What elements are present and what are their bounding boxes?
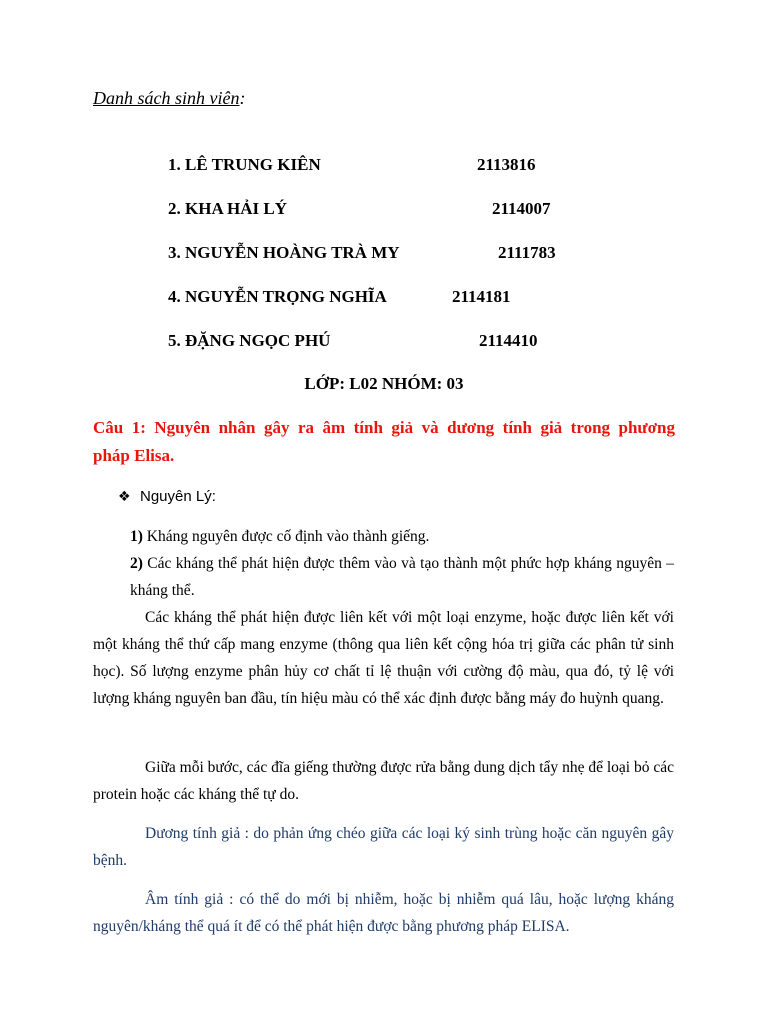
step-item <box>130 550 674 604</box>
student-id: 2111783 <box>498 243 556 262</box>
step-text: Các kháng thể phát hiện được thêm vào và tạo thành một phức hợp kháng nguyên – kháng thể. <box>130 555 674 599</box>
step-number: 2) <box>130 555 143 572</box>
student-list-heading: Danh sách sinh viên: <box>93 88 246 108</box>
student-id: 2113816 <box>477 155 536 174</box>
step-text: Kháng nguyên được cố định vào thành giếng. <box>142 528 430 545</box>
student-name: 3. NGUYỄN HOÀNG TRÀ MY <box>168 243 400 262</box>
student-id: 2114181 <box>452 287 511 306</box>
diamond-bullet-icon: ❖ <box>118 488 131 504</box>
step-item <box>130 523 674 550</box>
student-name: 1. LÊ TRUNG KIÊN <box>168 155 321 174</box>
student-name: 5. ĐẶNG NGỌC PHÚ <box>168 331 331 350</box>
student-name: 4. NGUYỄN TRỌNG NGHĨA <box>168 287 387 306</box>
principle-item <box>118 488 216 505</box>
class-group-line: LỚP: L02 NHÓM: 03 <box>304 374 464 393</box>
question-heading <box>93 414 675 470</box>
principle-label: Nguyên Lý: <box>140 488 216 505</box>
question-line-2: pháp Elisa. <box>93 446 175 465</box>
step-number: 1) <box>130 528 143 545</box>
false-negative-paragraph: Âm tính giả : có thể do mới bị nhiễm, hoặc bị nhiễm quá lâu, hoặc lượng kháng nguyên/kháng thể quá ít để có thể phát hiện được bằng phương pháp ELISA. <box>93 891 674 935</box>
paragraph: Các kháng thể phát hiện được liên kết với một loại enzyme, hoặc được liên kết với một kháng thể thứ cấp mang enzyme (thông qua liên kết cộng hóa trị giữa các phân tử sinh học). Số lượng enzyme phân hủy cơ chất tỉ lệ thuận với cường độ màu, qua đó, tỷ lệ với lượng kháng nguyên ban đầu, tín hiệu màu có thể xác định được bằng máy đo huỳnh quang. <box>93 609 674 707</box>
question-line-1: Câu 1: Nguyên nhân gây ra âm tính giả và dương tính giả trong phương <box>93 418 675 437</box>
student-id: 2114007 <box>492 199 551 218</box>
student-id: 2114410 <box>479 331 538 350</box>
student-name: 2. KHA HẢI LÝ <box>168 199 288 218</box>
paragraph: Giữa mỗi bước, các đĩa giếng thường được rửa bằng dung dịch tẩy nhẹ để loại bỏ các protein hoặc các kháng thể tự do. <box>93 759 674 803</box>
false-positive-paragraph: Dương tính giả : do phản ứng chéo giữa các loại ký sinh trùng hoặc căn nguyên gây bệnh. <box>93 825 674 869</box>
